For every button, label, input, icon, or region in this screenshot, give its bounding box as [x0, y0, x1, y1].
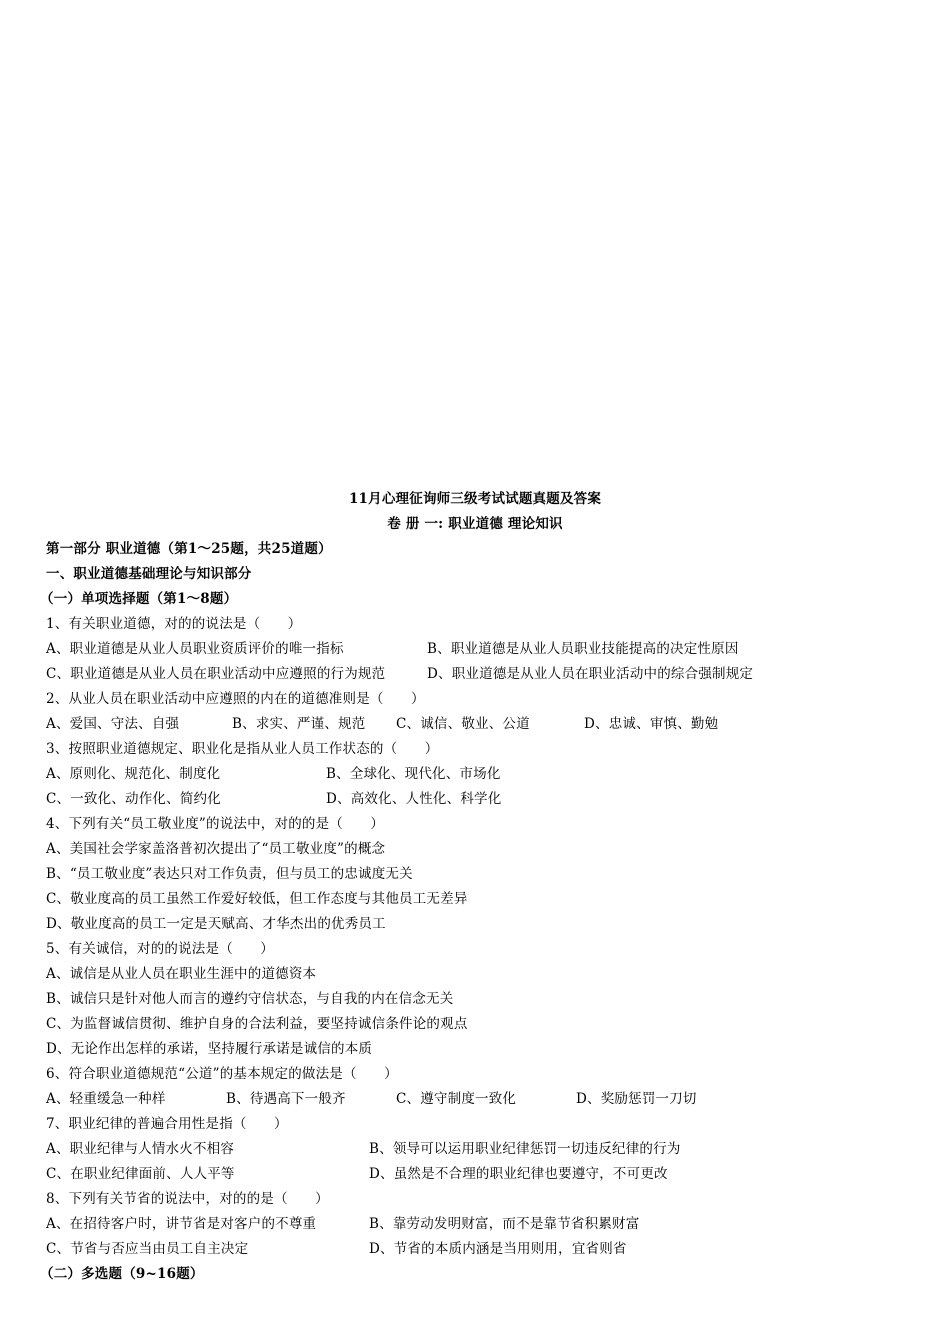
- option-a: A、职业道德是从业人员职业资质评价的唯一指标: [46, 641, 344, 657]
- part-heading: 第一部分 职业道德（第1～25题，共25道题）: [46, 541, 332, 557]
- option-c: C、在职业纪律面前、人人平等: [46, 1166, 235, 1182]
- question-4: 4、下列有关“员工敬业度”的说法中，对的的是（ ）: [46, 816, 385, 832]
- option-a: A、原则化、规范化、制度化: [46, 766, 221, 782]
- option-c: C、节省与否应当由员工自主决定: [46, 1241, 249, 1257]
- question-4-option-a: A、美国社会学家盖洛普初次提出了“员工敬业度”的概念: [46, 841, 386, 857]
- option-c: C、一致化、动作化、简约化: [46, 791, 221, 807]
- question-7: 7、职业纪律的普遍合用性是指（ ）: [46, 1116, 288, 1132]
- option-a: A、职业纪律与人情水火不相容: [46, 1141, 235, 1157]
- document-subtitle: 卷 册 一: 职业道德 理论知识: [387, 516, 563, 532]
- option-d: D、高效化、人性化、科学化: [326, 791, 502, 807]
- option-d: D、奖励惩罚一刀切: [576, 1091, 697, 1107]
- option-c: C、职业道德是从业人员在职业活动中应遵照的行为规范: [46, 666, 386, 682]
- document-title: 11月心理征询师三级考试试题真题及答案: [348, 491, 602, 507]
- option-a: A、在招待客户时，讲节省是对客户的不尊重: [46, 1216, 317, 1232]
- option-b: B、全球化、现代化、市场化: [326, 766, 501, 782]
- option-b: B、求实、严谨、规范: [232, 716, 366, 732]
- question-5-option-b: B、诚信只是针对他人而言的遵约守信状态，与自我的内在信念无关: [46, 991, 454, 1007]
- question-4-option-b: B、“员工敬业度”表达只对工作负责，但与员工的忠诚度无关: [46, 866, 413, 882]
- option-a: A、爱国、守法、自强: [46, 716, 180, 732]
- option-c: C、诚信、敬业、公道: [396, 716, 530, 732]
- question-5-option-a: A、诚信是从业人员在职业生涯中的道德资本: [46, 966, 317, 982]
- option-b: B、待遇高下一般齐: [226, 1091, 346, 1107]
- option-d: D、虽然是不合理的职业纪律也要遵守，不可更改: [369, 1166, 668, 1182]
- option-d: D、忠诚、审慎、勤勉: [584, 716, 719, 732]
- question-5-option-d: D、无论作出怎样的承诺，坚持履行承诺是诚信的本质: [46, 1041, 373, 1057]
- question-5: 5、有关诚信，对的的说法是（ ）: [46, 941, 274, 957]
- question-4-option-d: D、敬业度高的员工一定是天赋高、才华杰出的优秀员工: [46, 916, 386, 932]
- option-a: A、轻重缓急一种样: [46, 1091, 166, 1107]
- question-2: 2、从业人员在职业活动中应遵照的内在的道德准则是（ ）: [46, 691, 425, 707]
- option-c: C、遵守制度一致化: [396, 1091, 517, 1107]
- question-5-option-c: C、为监督诚信贯彻、维护自身的合法利益，要坚持诚信条件论的观点: [46, 1016, 468, 1032]
- option-d: D、节省的本质内涵是当用则用，宜省则省: [369, 1241, 627, 1257]
- question-3: 3、按照职业道德规定、职业化是指从业人员工作状态的（ ）: [46, 741, 439, 757]
- subsection-heading-multiple-choice: （二）多选题（9~16题）: [40, 1266, 204, 1282]
- option-b: B、职业道德是从业人员职业技能提高的决定性原因: [427, 641, 739, 657]
- question-4-option-c: C、敬业度高的员工虽然工作爱好较低，但工作态度与其他员工无差异: [46, 891, 468, 907]
- option-d: D、职业道德是从业人员在职业活动中的综合强制规定: [427, 666, 754, 682]
- question-6: 6、符合职业道德规范“公道”的基本规定的做法是（ ）: [46, 1066, 398, 1082]
- subsection-heading: （一）单项选择题（第1～8题）: [40, 591, 238, 607]
- option-b: B、领导可以运用职业纪律惩罚一切违反纪律的行为: [369, 1141, 681, 1157]
- question-8: 8、下列有关节省的说法中，对的的是（ ）: [46, 1191, 329, 1207]
- question-1: 1、有关职业道德，对的的说法是（ ）: [46, 616, 302, 632]
- section-heading: 一、职业道德基础理论与知识部分: [46, 566, 252, 582]
- option-b: B、靠劳动发明财富，而不是靠节省积累财富: [369, 1216, 640, 1232]
